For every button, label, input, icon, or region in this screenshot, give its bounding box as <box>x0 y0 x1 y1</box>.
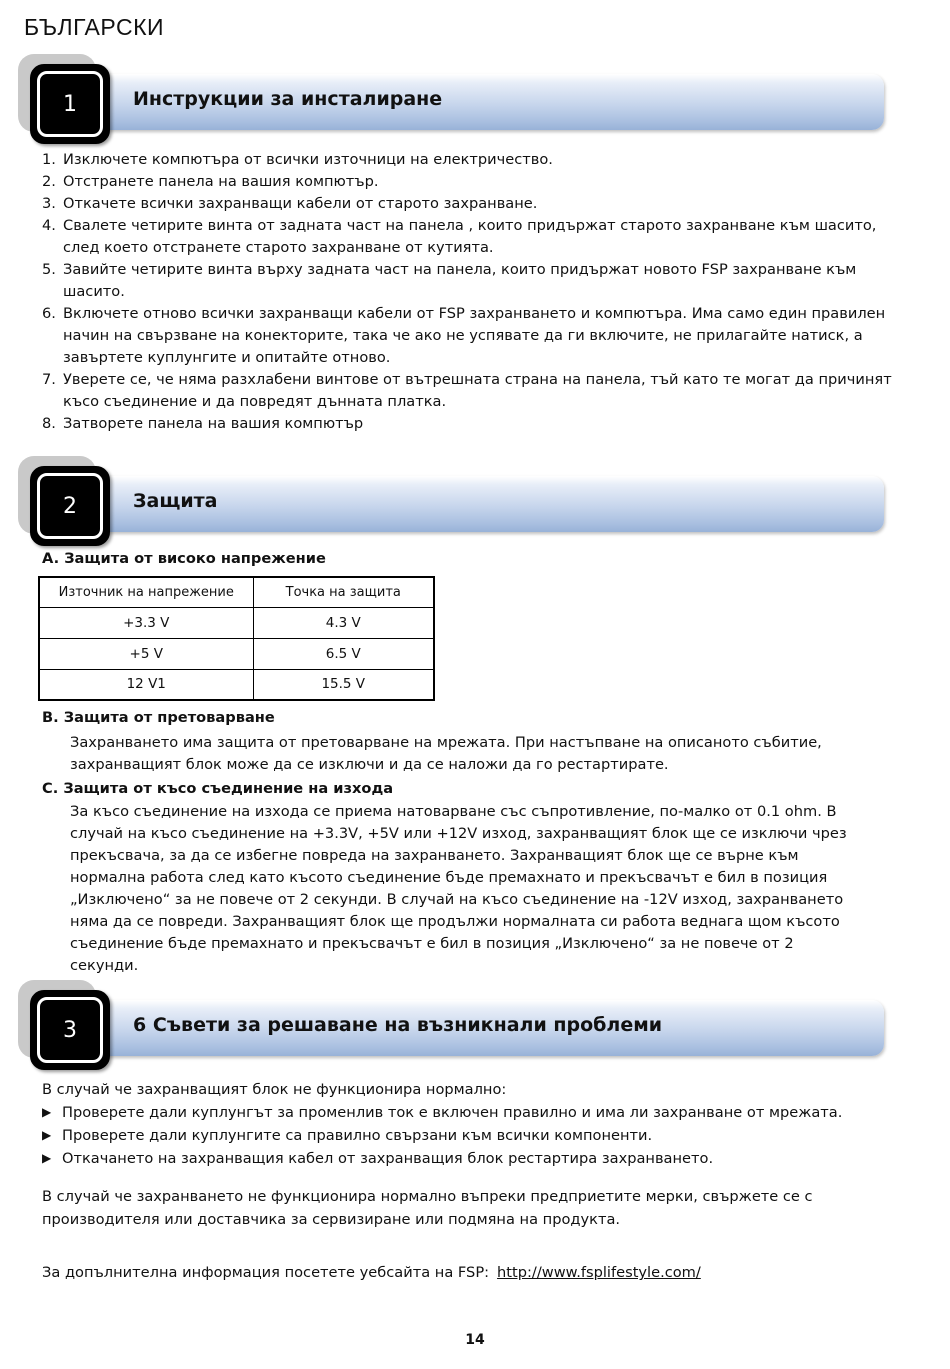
section-title: Инструкции за инсталиране <box>133 88 443 110</box>
list-item: ▶ Откачането на захранващия кабел от захранващия блок рестартира захранването. <box>42 1147 892 1170</box>
table-cell: +3.3 V <box>39 607 253 638</box>
page-number: 14 <box>465 1332 485 1348</box>
table-row <box>39 669 434 700</box>
section-number-box <box>30 990 110 1070</box>
list-item: ▶ Проверете дали куплунгът за променлив ток е включен правилно и има ли захранване от мрежата. <box>42 1101 892 1124</box>
section-number-box <box>30 64 110 144</box>
list-item: 8. Затворете панела на вашия компютър <box>42 415 364 432</box>
section-number-box <box>30 466 110 546</box>
list-item: 5. Завийте четирите винта върху задната част на панела, които придържат новото FSP захранване към шасито. <box>42 261 857 300</box>
overload-protection-heading: B. Защита от претоварване <box>42 709 275 726</box>
section-title: 6 Съвети за решаване на възникнали проблеми <box>133 1014 663 1036</box>
troubleshooting-intro: В случай че захранващият блок не функционира нормално: <box>42 1081 507 1098</box>
table-header-row <box>39 577 434 607</box>
section-header-3 <box>18 978 884 1070</box>
more-info-text: За допълнителна информация посетете уебсайта на FSP: <box>42 1264 490 1281</box>
list-item: 4. Свалете четирите винта от задната част на панела , които придържат старото захранване към шасито, след което отстранете старото захранване от кутията. <box>42 217 877 256</box>
overload-protection-text: Захранването има защита от претоварване на мрежата. При настъпване на описаното събитие, захранващият блок може да се изключи и да се наложи да го рестартирате. <box>70 734 822 773</box>
table-cell: +5 V <box>39 638 253 669</box>
table-cell: 12 V1 <box>39 669 253 700</box>
table-cell: 15.5 V <box>253 669 434 700</box>
section-header-2 <box>18 454 884 546</box>
list-item: 7. Уверете се, че няма разхлабени винтове от вътрешната страна на панела, тъй като те могат да причинят късо съединение и да повредят дънната платка. <box>42 371 892 410</box>
section-number: 3 <box>63 1017 77 1043</box>
voltage-protection-table <box>38 576 435 701</box>
list-item: 2. Отстранете панела на вашия компютър. <box>42 173 379 190</box>
list-item: ▶ Проверете дали куплунгите са правилно свързани към всички компоненти. <box>42 1124 892 1147</box>
table-row <box>39 638 434 669</box>
column-header: Точка на защита <box>253 577 434 607</box>
service-contact-text: В случай че захранването не функционира нормално въпреки предприетите мерки, свържете се с производителя или доставчика за сервизиране или подмяна на продукта. <box>42 1188 813 1228</box>
column-header: Източник на напрежение <box>39 577 253 607</box>
black-right-pointing-triangle-icon: ▶ <box>42 1151 52 1165</box>
language-label: БЪЛГАРСКИ <box>24 14 165 40</box>
section-number: 1 <box>63 91 77 117</box>
troubleshooting-tips <box>42 1078 892 1170</box>
list-item: 3. Откачете всички захранващи кабели от старото захранване. <box>42 195 538 212</box>
section-title: Защита <box>133 490 218 512</box>
list-item: 1. Изключете компютъра от всички източници на електричество. <box>42 151 553 168</box>
black-right-pointing-triangle-icon: ▶ <box>42 1128 52 1142</box>
table-row <box>39 607 434 638</box>
section-number: 2 <box>63 493 77 519</box>
more-info-line <box>42 1262 701 1284</box>
high-voltage-protection-heading: A. Защита от високо напрежение <box>42 550 326 567</box>
section-header-1 <box>18 52 884 144</box>
table-cell: 6.5 V <box>253 638 434 669</box>
table-cell: 4.3 V <box>253 607 434 638</box>
black-right-pointing-triangle-icon: ▶ <box>42 1105 52 1119</box>
install-steps-list <box>42 149 892 435</box>
short-circuit-protection-heading: C. Защита от късо съединение на изхода <box>42 780 394 797</box>
short-circuit-protection-text: За късо съединение на изхода се приема натоварване със съпротивление, по-малко от 0.1 ohm. В случай на късо съединение на +3.3V, +5V или +12V изход, захранващият блок ще се изключи чрез прекъсвача, за да се избегне повреда на захранването. Захранващият блок ще се върне към нормална работа след като късото съединение бъде премахнато и прекъсвачът е бил в позиция „Изключено“ за не повече от 2 секунди. В случай на късо съединение на -12V изход, захранването няма да се повреди. Захранващият блок ще продължи нормалната си работа веднага щом късото съединение бъде премахнато и прекъсвачът е бил в позиция „Изключено“ за не повече от 2 секунди. <box>70 803 847 974</box>
website-link[interactable]: http://www.fsplifestyle.com/ <box>497 1264 701 1281</box>
list-item: 6. Включете отново всички захранващи кабели от FSP захранването и компютъра. Има само един правилен начин на свързване на конекторите, така че ако не успявате да ги включите, не прилагайте натиск, а завъртете куплунгите и опитайте отново. <box>42 305 886 366</box>
